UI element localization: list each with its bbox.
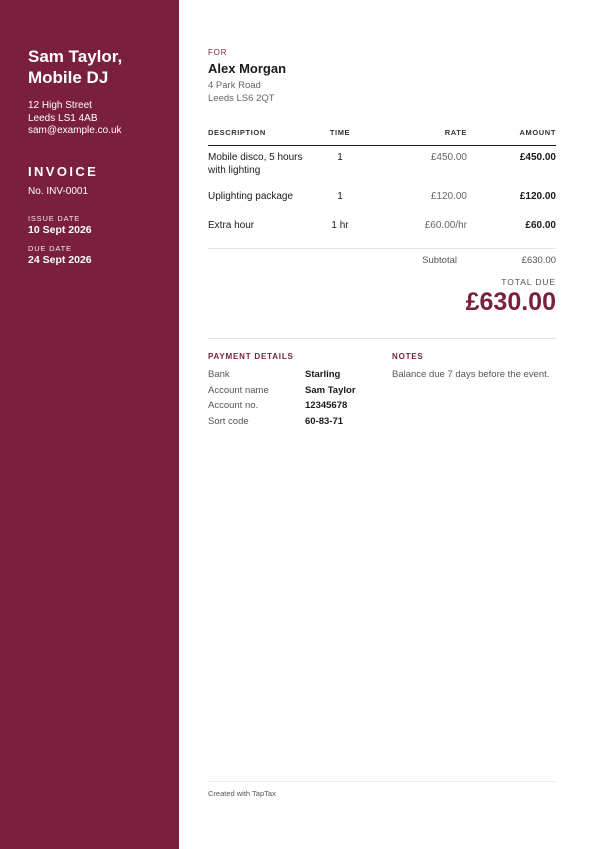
subtotal-label: Subtotal [422,255,457,266]
header-time: TIME [329,128,351,137]
subtotal-value: £630.00 [521,255,556,266]
client-address-line1: 4 Park Road [208,80,261,91]
item-time: 1 [337,191,343,202]
subtotal-row [208,255,556,266]
business-address [28,100,161,138]
due-date-value: 24 Sept 2026 [28,253,92,266]
payment-row [208,398,388,414]
payment-label: Account no. [208,400,259,411]
item-rate: £450.00 [430,152,467,163]
table-row [208,191,556,220]
notes-heading: NOTES [392,352,424,361]
issue-date-value: 10 Sept 2026 [28,223,92,236]
footer-divider [208,781,556,782]
invoice-title: INVOICE [28,163,99,179]
business-name: Sam Taylor, Mobile DJ [28,47,123,87]
client-name: Alex Morgan [208,61,287,76]
payment-label: Account name [208,384,269,396]
notes-text: Balance due 7 days before the event. [392,369,550,380]
subtotal-divider [208,248,556,249]
item-rate: £60.00/hr [424,220,467,231]
item-rate: £120.00 [430,191,467,202]
payment-value: Sam Taylor [305,384,356,396]
client-address [208,80,275,105]
invoice-number: No. INV-0001 [28,185,89,197]
payment-row [208,383,388,399]
table-row [208,220,556,249]
item-amount: £60.00 [525,220,556,231]
header-rate: RATE [444,128,467,137]
item-description: Extra hour [208,220,255,231]
payment-value: 12345678 [305,400,348,411]
item-amount: £450.00 [519,152,556,163]
payment-value: Starling [305,369,341,380]
payment-row [208,414,388,430]
item-amount: £120.00 [519,191,556,202]
table-row [208,146,556,191]
issue-date-block [28,214,161,236]
payment-value: 60-83-71 [305,415,344,427]
payment-label: Bank [208,369,230,380]
business-address-line2: Leeds LS1 4AB [28,112,98,124]
item-description: Mobile disco, 5 hours with lighting [208,152,303,176]
invoice-body [208,0,556,849]
business-email: sam@example.co.uk [28,125,122,136]
business-address-line1: 12 High Street [28,100,92,111]
item-time: 1 [337,152,343,163]
payment-details-heading: PAYMENT DETAILS [208,352,294,361]
footer-credit: Created with TapTax [208,789,276,798]
header-amount: AMOUNT [519,128,556,137]
client-label: FOR [208,48,228,57]
total-due-label: TOTAL DUE [501,277,556,287]
payment-details [208,367,388,429]
item-description: Uplighting package [208,191,294,202]
total-due-value: £630.00 [465,288,556,316]
issue-date-label: ISSUE DATE [28,213,81,223]
client-address-line2: Leeds LS6 2QT [208,92,275,104]
header-description: DESCRIPTION [208,128,266,137]
payment-row [208,367,388,383]
payment-label: Sort code [208,415,249,427]
due-date-block [28,244,161,266]
table-header [208,125,556,146]
section-divider [208,338,556,339]
sidebar [0,0,179,849]
item-time: 1 hr [331,220,349,231]
due-date-label: DUE DATE [28,243,72,253]
line-items-table [208,125,556,249]
